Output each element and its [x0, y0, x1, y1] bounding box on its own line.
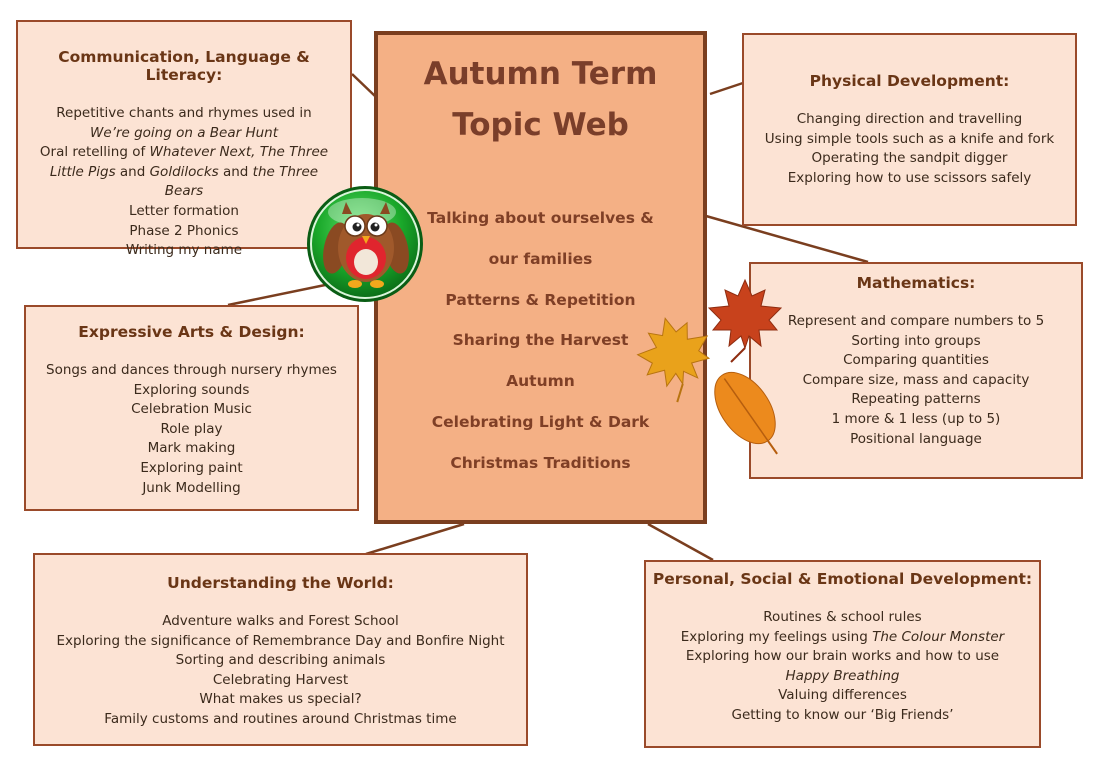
cll-item: Letter formation — [129, 202, 239, 219]
maths-item: Compare size, mass and capacity — [802, 371, 1030, 388]
psed-title: Personal, Social & Emotional Development: — [652, 570, 1033, 588]
ead-item: Mark making — [147, 440, 236, 457]
topic-item: Patterns & Repetition — [445, 290, 636, 309]
cll-item: Writing my name — [125, 242, 243, 259]
connector-ead — [228, 284, 330, 305]
maths-item: Comparing quantities — [843, 352, 989, 369]
topic-item: our families — [488, 249, 593, 268]
cll-line-1-title: We’re going on a Bear Hunt — [90, 124, 278, 141]
physical-item: Using simple tools such as a knife and fork — [764, 130, 1055, 147]
topic-item: Sharing the Harvest — [452, 331, 629, 350]
cll-line-2-and-2: and — [218, 163, 253, 180]
topic-item: Talking about ourselves & — [427, 209, 654, 227]
title-line-1: Autumn Term — [423, 56, 658, 92]
topic-item: Autumn — [506, 372, 575, 391]
maths-box — [749, 262, 1083, 479]
cll-title: Communication, Language & Literacy: — [58, 48, 310, 84]
cll-item: Phase 2 Phonics — [129, 222, 239, 239]
cll-line-1 — [18, 104, 350, 143]
cll-line-2 — [18, 143, 350, 202]
utw-item: Family customs and routines around Christmas time — [104, 710, 457, 727]
ead-item: Role play — [160, 420, 223, 437]
cll-line-2-and-1: and — [115, 163, 150, 180]
maths-item: Sorting into groups — [851, 332, 981, 349]
topic-list — [378, 198, 703, 484]
topic-item: Christmas Traditions — [450, 453, 631, 472]
ead-item: Celebration Music — [131, 401, 252, 418]
physical-title: Physical Development: — [809, 72, 1010, 90]
utw-item: Exploring the significance of Remembrance Day and Bonfire Night — [56, 632, 505, 649]
connector-psed — [648, 524, 713, 560]
cll-line-2-text: Oral retelling of — [39, 144, 150, 161]
topic-web-center — [374, 31, 707, 524]
ead-item: Junk Modelling — [142, 479, 241, 496]
psed-item: Getting to know our ‘Big Friends’ — [731, 706, 954, 723]
maths-item: Positional language — [850, 430, 982, 447]
ead-title: Expressive Arts & Design: — [78, 323, 305, 341]
cll-line-1-text: Repetitive chants and rhymes used in — [56, 105, 312, 121]
psed-item: Valuing differences — [778, 687, 907, 704]
utw-box — [33, 553, 528, 746]
ead-item: Songs and dances through nursery rhymes — [46, 362, 337, 378]
cll-line-2-title-1: Whatever Next, The Three Little Pigs — [49, 144, 329, 180]
ead-item: Exploring paint — [140, 459, 243, 476]
psed-line-3-title: Happy Breathing — [785, 667, 900, 684]
topic-item: Celebrating Light & Dark — [431, 412, 650, 431]
maths-title: Mathematics: — [856, 274, 976, 292]
maths-item: Repeating patterns — [851, 391, 981, 408]
utw-item: Celebrating Harvest — [212, 671, 349, 688]
cll-line-2-title-3: the Three Bears — [164, 163, 319, 200]
utw-item: Adventure walks and Forest School — [162, 613, 399, 629]
connector-physical — [710, 83, 743, 94]
maths-item: 1 more & 1 less (up to 5) — [831, 410, 1001, 427]
psed-line-2-title: The Colour Monster — [872, 628, 1005, 645]
utw-item: What makes us special? — [199, 691, 362, 708]
psed-line-3 — [646, 647, 1039, 686]
physical-item: Changing direction and travelling — [796, 111, 1023, 127]
psed-line-2-text: Exploring my feelings using — [680, 628, 873, 645]
cll-box — [16, 20, 352, 259]
physical-item: Operating the sandpit digger — [811, 150, 1008, 167]
psed-box — [644, 560, 1041, 748]
ead-item: Exploring sounds — [133, 381, 250, 398]
ead-box — [24, 305, 359, 511]
physical-box — [742, 33, 1077, 226]
cll-line-2-title-2: Goldilocks — [149, 163, 219, 180]
psed-item: Routines & school rules — [763, 609, 922, 625]
physical-item: Exploring how to use scissors safely — [787, 169, 1032, 186]
page-title — [378, 49, 703, 151]
maths-item: Represent and compare numbers to 5 — [787, 313, 1045, 329]
utw-item: Sorting and describing animals — [175, 652, 386, 669]
utw-title: Understanding the World: — [167, 574, 394, 592]
title-line-2: Topic Web — [452, 107, 629, 143]
connector-cll — [352, 74, 376, 97]
psed-line-2 — [646, 628, 1039, 648]
connector-utw — [366, 524, 464, 554]
psed-line-3-text: Exploring how our brain works and how to use — [685, 648, 1000, 665]
